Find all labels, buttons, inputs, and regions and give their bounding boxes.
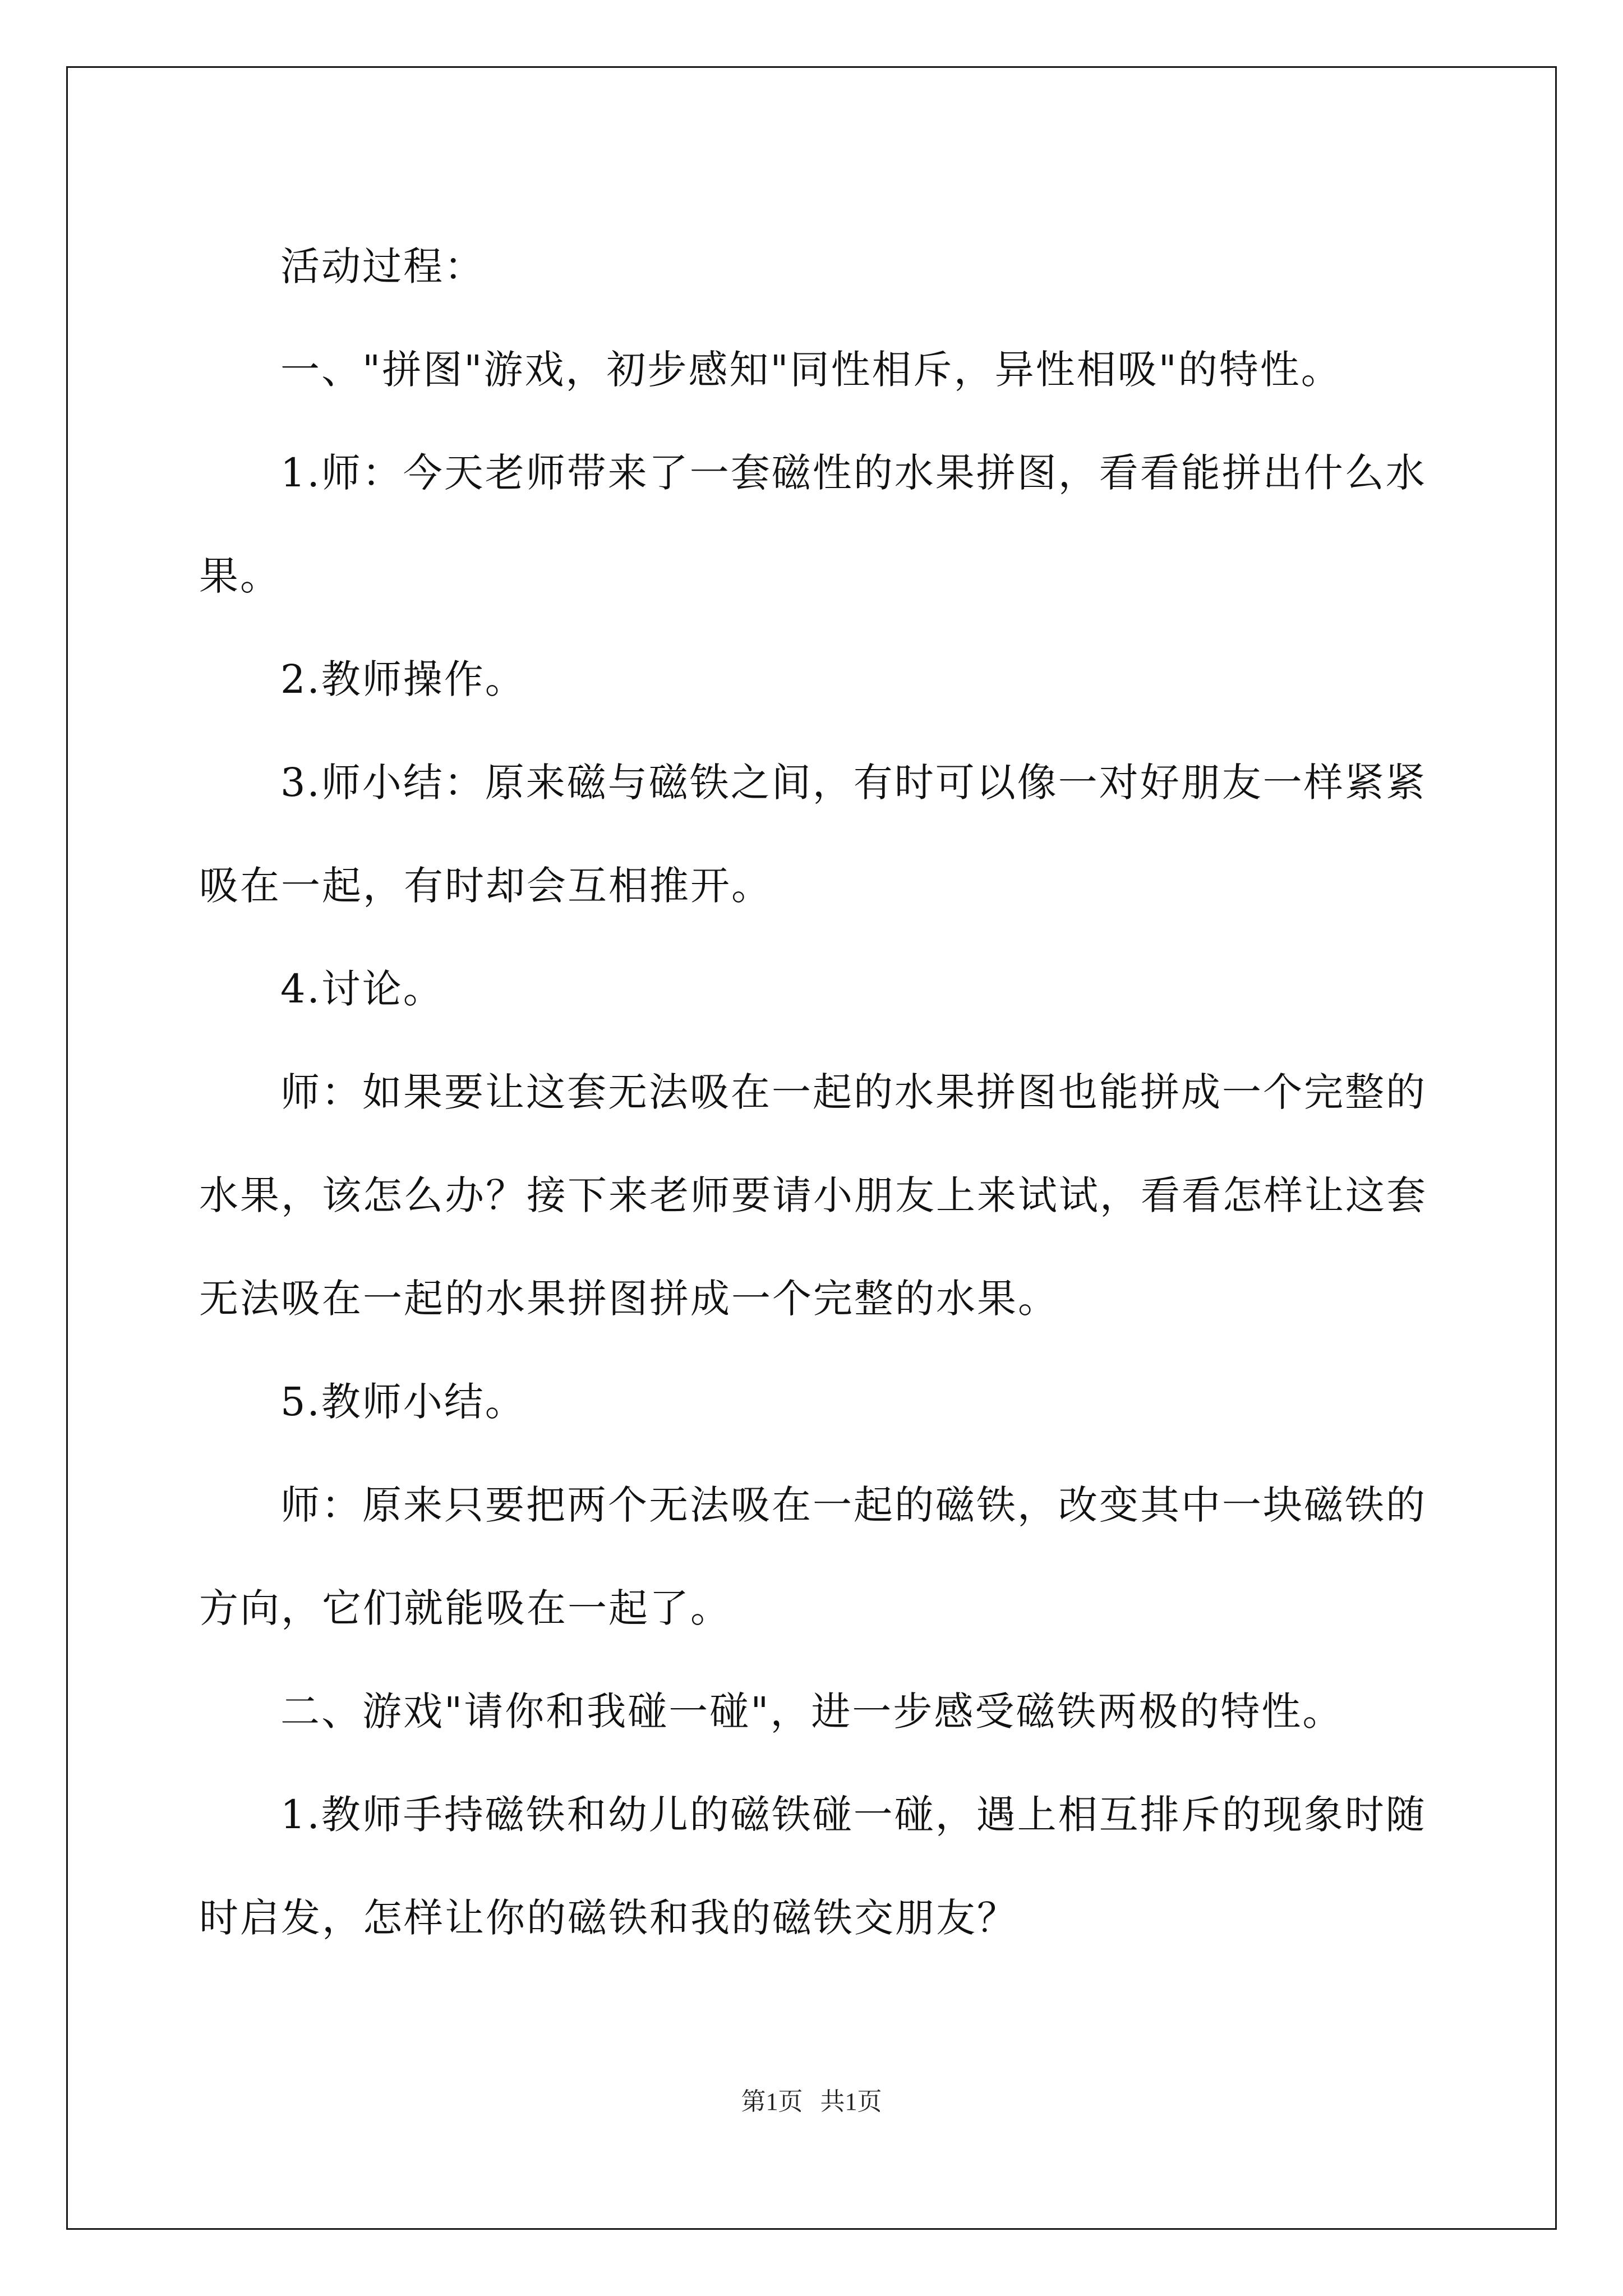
- paragraph-step-1: 1.师：今天老师带来了一套磁性的水果拼图，看看能拼出什么水果。: [199, 450, 1427, 599]
- page-number-label: 第1页: [741, 2088, 803, 2115]
- paragraph-step-3: 3.师小结：原来磁与磁铁之间，有时可以像一对好朋友一样紧紧吸在一起，有时却会互相推开。: [199, 760, 1427, 909]
- paragraph-section-two-heading: 二、游戏"请你和我碰一碰"，进一步感受磁铁两极的特性。: [280, 1688, 1344, 1734]
- page-total-label: 共1页: [820, 2088, 882, 2115]
- paragraph-teacher-summary: 师：原来只要把两个无法吸在一起的磁铁，改变其中一块磁铁的方向，它们就能吸在一起了。: [199, 1482, 1427, 1631]
- paragraph-step-4: 4.讨论。: [280, 966, 444, 1012]
- document-body: [199, 215, 1433, 1970]
- paragraph-activity-process: 活动过程：: [280, 243, 485, 289]
- page-footer: [0, 2081, 1623, 2117]
- paragraph-section-one-heading: 一、"拼图"游戏，初步感知"同性相斥，异性相吸"的特性。: [280, 347, 1342, 393]
- paragraph-step-2: 2.教师操作。: [280, 656, 526, 702]
- paragraph-step-5: 5.教师小结。: [280, 1379, 526, 1425]
- paragraph-teacher-question: 师：如果要让这套无法吸在一起的水果拼图也能拼成一个完整的水果，该怎么办？接下来老师要请小朋友上来试试，看看怎样让这套无法吸在一起的水果拼图拼成一个完整的水果。: [199, 1069, 1427, 1322]
- paragraph-section-two-step-1: 1.教师手持磁铁和幼儿的磁铁碰一碰，遇上相互排斥的现象时随时启发，怎样让你的磁铁和我的磁铁交朋友？: [199, 1792, 1427, 1941]
